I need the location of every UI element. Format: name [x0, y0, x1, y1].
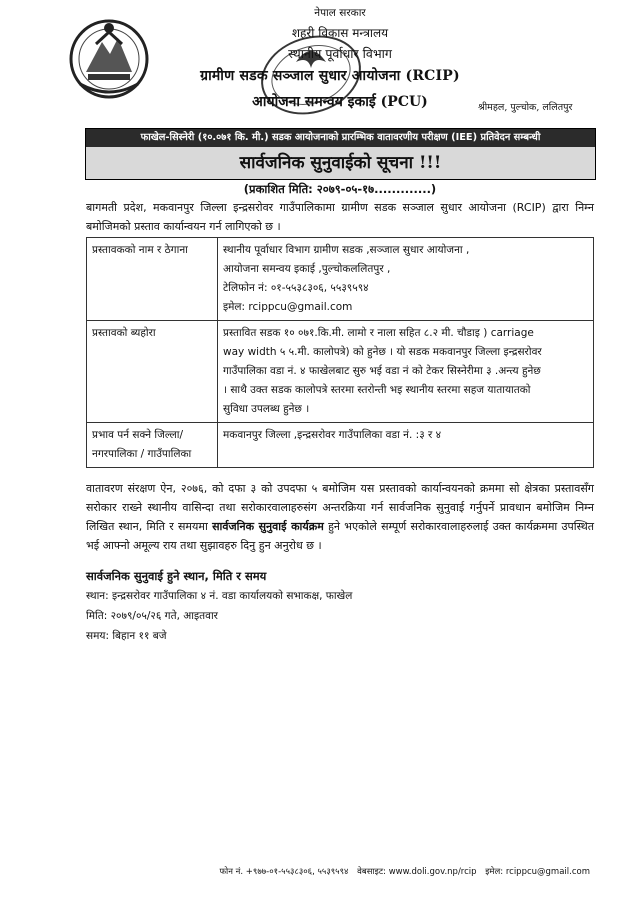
- hearing-paragraph: [86, 479, 594, 555]
- table-value-line: मकवानपुर जिल्ला ,इन्द्रसरोवर गाउँपालिका वडा नं. :३ र ४: [223, 429, 442, 441]
- notice-title-band: [85, 128, 596, 180]
- table-value: [218, 238, 594, 321]
- nepal-government-emblem-icon: [66, 14, 152, 100]
- table-value: [218, 423, 594, 468]
- table-value-line: प्रस्तावित सडक १० ०७१.कि.मी. लामो र नाला सहित ८.२ मी. चौडाइ ) carriage: [223, 327, 534, 339]
- hearing-text-bold: सार्वजनिक सुनुवाई कार्यक्रम: [212, 520, 324, 533]
- venue-place: स्थान: इन्द्रसरोवर गाउँपालिका ४ नं. वडा कार्यालयको सभाकक्ष, फाखेल: [86, 590, 353, 602]
- venue-time: समय: बिहान ११ बजे: [86, 630, 167, 642]
- letterhead-project: ग्रामीण सडक सञ्जाल सुधार आयोजना (RCIP): [200, 68, 460, 84]
- table-key: प्रस्तावकको नाम र ठेगाना: [87, 238, 218, 321]
- published-date: (प्रकाशित मिति: २०७९-०५-१७.............): [243, 182, 437, 196]
- table-value-line: टेलिफोन नं: ०१-५५३८३०६, ५५३९५९४: [223, 282, 369, 294]
- letterhead-ministry: शहरी विकास मन्त्रालय: [291, 26, 389, 40]
- venue-heading: सार्वजनिक सुनुवाई हुने स्थान, मिति र समय: [86, 569, 267, 583]
- table-value-line: गाउँपालिका वडा नं. ४ फाखेलबाट सुरु भई वडा नं को टेकर सिस्नेरीमा ३ .अन्त्य हुनेछ: [223, 365, 541, 377]
- proposal-info-table: [86, 237, 594, 468]
- notice-title: सार्वजनिक सुनुवाईको सूचना !!!: [86, 147, 595, 179]
- table-value-line: सुविधा उपलब्ध हुनेछ ।: [223, 403, 310, 415]
- table-value-line: । साथै उक्त सडक कालोपत्रे स्तरमा स्तरोन्ती भइ स्थानीय स्तरमा सहज यातायातको: [223, 384, 531, 396]
- table-value: [218, 321, 594, 423]
- footer-phone: फोन नं. +९७७-०१-५५३८३०६, ५५३९५९४: [219, 867, 349, 877]
- table-value-line: इमेल: rcippcu@gmail.com: [223, 301, 353, 313]
- venue-date: मिति: २०७९/०५/२६ गते, आइतवार: [86, 610, 218, 622]
- table-key: प्रस्तावको ब्यहोरा: [87, 321, 218, 423]
- footer-website: वेबसाइट: www.doli.gov.np/rcip: [357, 867, 477, 877]
- table-row: [87, 321, 594, 423]
- letterhead-department: स्थानीय पूर्वाधार विभाग: [288, 46, 392, 61]
- table-value-line: way width ५ ५.मी. कालोपत्रे) को हुनेछ । यो सडक मकवानपुर जिल्ला इन्द्रसरोवर: [223, 346, 542, 358]
- footer-email: इमेल: rcippcu@gmail.com: [485, 867, 590, 877]
- table-row: [87, 423, 594, 468]
- table-value-line: स्थानीय पूर्वाधार विभाग ग्रामीण सडक ,सञ्जाल सुधार आयोजना ,: [223, 244, 470, 256]
- table-row: [87, 238, 594, 321]
- letterhead-unit: आयोजना समन्वय इकाई (PCU): [252, 94, 428, 110]
- table-key: प्रभाव पर्न सक्ने जिल्ला/ नगरपालिका / गाउँपालिका: [87, 423, 218, 468]
- letterhead-government: नेपाल सरकार: [314, 7, 366, 19]
- hearing-text-start: वातावरण संरक्षण ऐन, २०७६, को दफा ३ को उपदफा ५ बमोजिम यस प्रस्तावको कार्यान्वयनको क्रममा सो क्षेत्रका प्रस्तावसँग सरोकार राख्ने स्थानीय वासिन्दा तथा सरोकारवालाहरुसंग अन्तरक्रिया गर्न सार्वजनिक सुनुवाई गर्नुपर्ने प्रावधान बमोजिम निम्न लिखित स्थान, मिति र समयमा: [86, 482, 594, 533]
- footer-contact: [150, 866, 590, 877]
- hearing-text-end: हुने भएकोले सम्पूर्ण सरोकारवालाहरुलाई उक्त कार्यक्रममा उपस्थित भई आफ्नो अमूल्य राय तथा सुझावहरु दिनु हुन अनुरोध छ ।: [86, 520, 595, 552]
- notice-subject: फाखेल-सिस्नेरी (१०.०७१ कि. मी.) सडक आयोजनाको प्रारम्भिक वातावरणीय परीक्षण (IEE) प्रतिवेदन सम्बन्धी: [86, 129, 595, 147]
- letterhead-address: श्रीमहल, पुल्चोक, ललितपुर: [478, 102, 573, 113]
- table-value-line: आयोजना समन्वय इकाई ,पुल्चोकललितपुर ,: [223, 263, 391, 275]
- intro-paragraph: बागमती प्रदेश, मकवानपुर जिल्ला इन्द्रसरोवर गाउँपालिकामा ग्रामीण सडक सञ्जाल सुधार आयोजना (RCIP) द्वारा निम्न बमोजिमको प्रस्ताव कार्यान्वयन गर्न लागिएको छ ।: [86, 201, 594, 233]
